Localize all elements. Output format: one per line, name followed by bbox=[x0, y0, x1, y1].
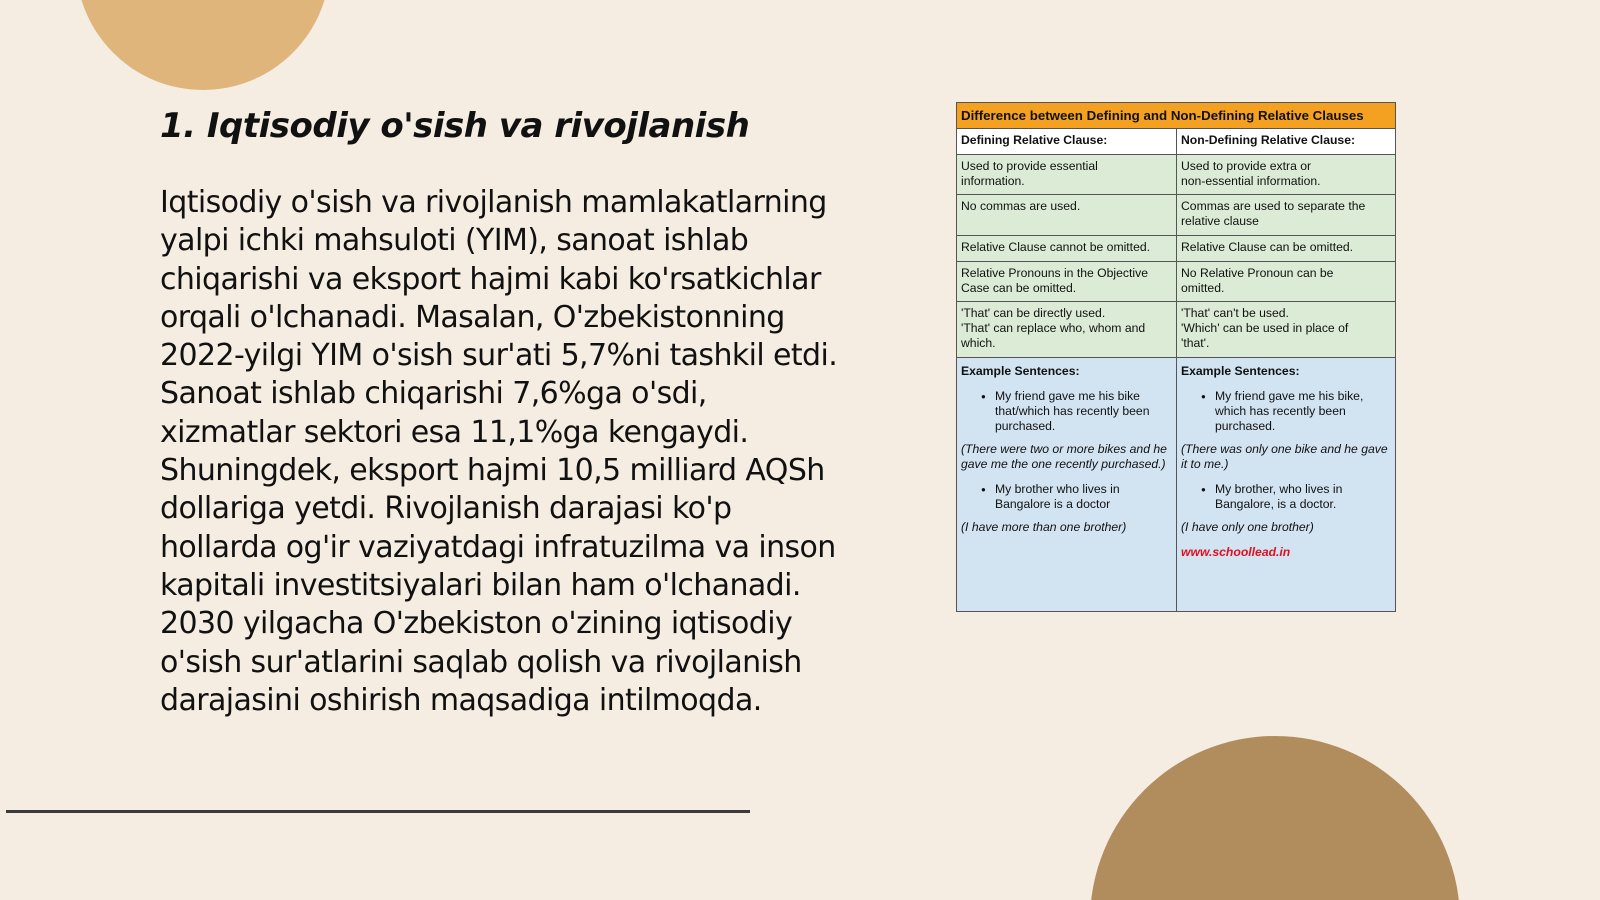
slide-title: 1. Iqtisodiy o'sish va rivojlanish bbox=[160, 106, 750, 146]
slide-body-text: Iqtisodiy o'sish va rivojlanish mamlakatlarning yalpi ichki mahsuloti (YIM), sanoat ishlab chiqarishi va eksport hajmi kabi ko'rsatkichlar orqali o'lchanadi. Masalan, O'zbekistonning 2022-yilgi YIM o'sish sur'ati 5,7%ni tashkil etdi. Sanoat ishlab chiqarishi 7,6%ga o'sdi, xizmatlar sektori esa 11,1%ga kengaydi. Shuningdek, eksport hajmi 10,5 milliard AQSh dollariga yetdi. Rivojlanish darajasi ko'p hollarda og'ir vaziyatdagi infratuzilma va inson kapitali investitsiyalari bilan ham o'lchanadi. 2030 yilgacha O'zbekiston o'zining iqtisodiy o'sish sur'atlarini saqlab qolish va rivojlanish darajasini oshirish maqsadiga intilmoqda. bbox=[160, 185, 838, 718]
examples-list bbox=[1181, 482, 1391, 512]
examples-heading: Example Sentences: bbox=[1181, 364, 1300, 378]
cell-line: non-essential information. bbox=[1181, 174, 1321, 188]
cell-line: Relative Clause can be omitted. bbox=[1181, 240, 1354, 254]
cell-line: Used to provide essential bbox=[961, 159, 1098, 173]
table-cell-defining bbox=[957, 236, 1176, 261]
divider-line bbox=[6, 810, 750, 813]
table-cell-defining bbox=[957, 302, 1176, 357]
cell-line: which. bbox=[961, 336, 996, 350]
column-header-non-defining: Non-Defining Relative Clause: bbox=[1176, 129, 1395, 154]
cell-line: information. bbox=[961, 174, 1025, 188]
table-cell-non-defining bbox=[1176, 195, 1395, 235]
table-cell-non-defining bbox=[1176, 236, 1395, 261]
table-cell-non-defining bbox=[1176, 262, 1395, 301]
cell-line: Relative Clause cannot be omitted. bbox=[961, 240, 1151, 254]
example-sentence: ● My brother who lives in Bangalore is a doctor bbox=[981, 482, 1172, 512]
table-row bbox=[957, 302, 1395, 358]
table-header-row bbox=[957, 129, 1395, 155]
cell-line: Relative Pronouns in the Objective bbox=[961, 266, 1148, 280]
cell-line: Commas are used to separate the bbox=[1181, 199, 1366, 213]
examples-cell-defining bbox=[957, 358, 1176, 611]
cell-line: omitted. bbox=[1181, 281, 1225, 295]
decorative-circle-bottom bbox=[1090, 736, 1460, 900]
table-cell-defining bbox=[957, 195, 1176, 235]
examples-heading: Example Sentences: bbox=[961, 364, 1080, 378]
examples-list bbox=[1181, 389, 1391, 434]
relative-clauses-table bbox=[956, 102, 1396, 612]
examples-list bbox=[961, 389, 1172, 434]
example-sentence: ● My friend gave me his bike, which has recently been purchased. bbox=[1201, 389, 1391, 434]
table-cell-defining bbox=[957, 262, 1176, 301]
column-header-defining: Defining Relative Clause: bbox=[957, 129, 1176, 154]
table-cell-non-defining bbox=[1176, 302, 1395, 357]
example-note: (I have only one brother) bbox=[1181, 520, 1314, 534]
decorative-circle-top bbox=[76, 0, 330, 90]
example-note: (There were two or more bikes and he gave me the one recently purchased.) bbox=[961, 442, 1167, 471]
table-row bbox=[957, 236, 1395, 262]
example-note: (There was only one bike and he gave it to me.) bbox=[1181, 442, 1388, 471]
cell-line: 'That' can't be used. bbox=[1181, 306, 1289, 320]
cell-line: Used to provide extra or bbox=[1181, 159, 1312, 173]
cell-line: relative clause bbox=[1181, 214, 1259, 228]
examples-cell-non-defining bbox=[1176, 358, 1395, 611]
table-cell-non-defining bbox=[1176, 155, 1395, 194]
table-row bbox=[957, 195, 1395, 236]
cell-line: No commas are used. bbox=[961, 199, 1081, 213]
examples-list bbox=[961, 482, 1172, 512]
table-row bbox=[957, 262, 1395, 302]
cell-line: 'Which' can be used in place of bbox=[1181, 321, 1349, 335]
table-examples-row bbox=[957, 358, 1395, 611]
table-row bbox=[957, 155, 1395, 195]
table-title: Difference between Defining and Non-Defining Relative Clauses bbox=[957, 103, 1395, 129]
example-note: (I have more than one brother) bbox=[961, 520, 1127, 534]
cell-line: 'That' can replace who, whom and bbox=[961, 321, 1146, 335]
example-sentence: ● My friend gave me his bike that/which has recently been purchased. bbox=[981, 389, 1172, 434]
cell-line: No Relative Pronoun can be bbox=[1181, 266, 1334, 280]
cell-line: Case can be omitted. bbox=[961, 281, 1077, 295]
source-watermark-link: www.schoollead.in bbox=[1181, 545, 1291, 559]
cell-line: 'that'. bbox=[1181, 336, 1210, 350]
example-sentence: ● My brother, who lives in Bangalore, is a doctor. bbox=[1201, 482, 1391, 512]
cell-line: 'That' can be directly used. bbox=[961, 306, 1106, 320]
table-cell-defining bbox=[957, 155, 1176, 194]
